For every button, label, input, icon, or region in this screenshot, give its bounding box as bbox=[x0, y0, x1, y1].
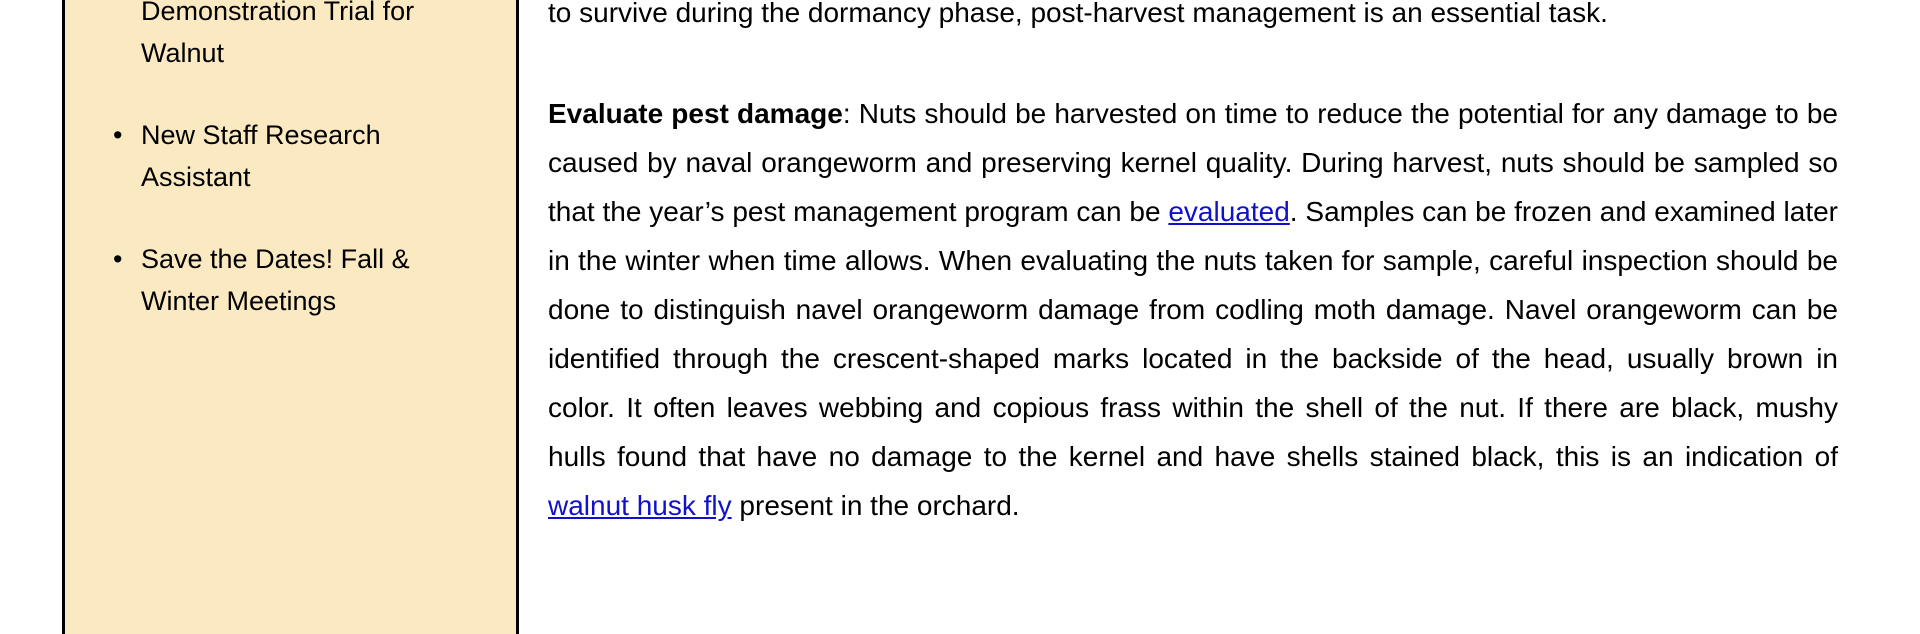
link-walnut-husk-fly[interactable]: walnut husk fly bbox=[548, 490, 732, 521]
bullet-icon: • bbox=[113, 120, 123, 150]
sidebar-item-demonstration-trial[interactable] bbox=[99, 0, 489, 74]
sidebar-item-label: New Staff Research Assistant bbox=[141, 120, 381, 192]
main-text-column bbox=[548, 0, 1838, 634]
paragraph-lead-label: Evaluate pest damage bbox=[548, 98, 843, 129]
sidebar-items bbox=[99, 0, 489, 322]
sidebar-item-save-the-dates[interactable] bbox=[99, 238, 489, 322]
sidebar-item-label: Demonstration Trial for Walnut bbox=[141, 0, 415, 68]
paragraph-body-part-3: present in the orchard. bbox=[731, 490, 1020, 521]
sidebar-item-label: Save the Dates! Fall & Winter Meetings bbox=[141, 244, 410, 316]
paragraph-body-part-1: : Nuts should be harvested on time to reduce the potential for any damage to be caused by naval orangeworm and preserving kernel quality. During harvest, nuts should be sampled so that the year’s pest management program can be bbox=[548, 98, 1839, 227]
link-evaluated[interactable]: evaluated bbox=[1168, 196, 1290, 227]
paragraph-evaluate-pest-damage bbox=[548, 89, 1838, 530]
sidebar-article-list bbox=[62, 0, 517, 634]
sidebar-item-new-staff-research-assistant[interactable] bbox=[99, 114, 489, 198]
sidebar-content bbox=[65, 0, 517, 322]
paragraph-continuation: to survive during the dormancy phase, post-harvest management is an essential task. bbox=[548, 0, 1608, 28]
bullet-icon: • bbox=[113, 244, 123, 274]
paragraph-body-part-2: . Samples can be frozen and examined later in the winter when time allows. When evaluating the nuts taken for sample, careful inspection should be done to distinguish navel orangeworm damage from codling moth damage. Navel orangeworm can be identified through the crescent-shaped marks located in the backside of the head, usually brown in color. It often leaves webbing and copious frass within the shell of the nut. If there are black, mushy hulls found that have no damage to the kernel and have shells stained black, this is an indication of bbox=[548, 196, 1838, 472]
column-divider-rule bbox=[516, 0, 519, 634]
